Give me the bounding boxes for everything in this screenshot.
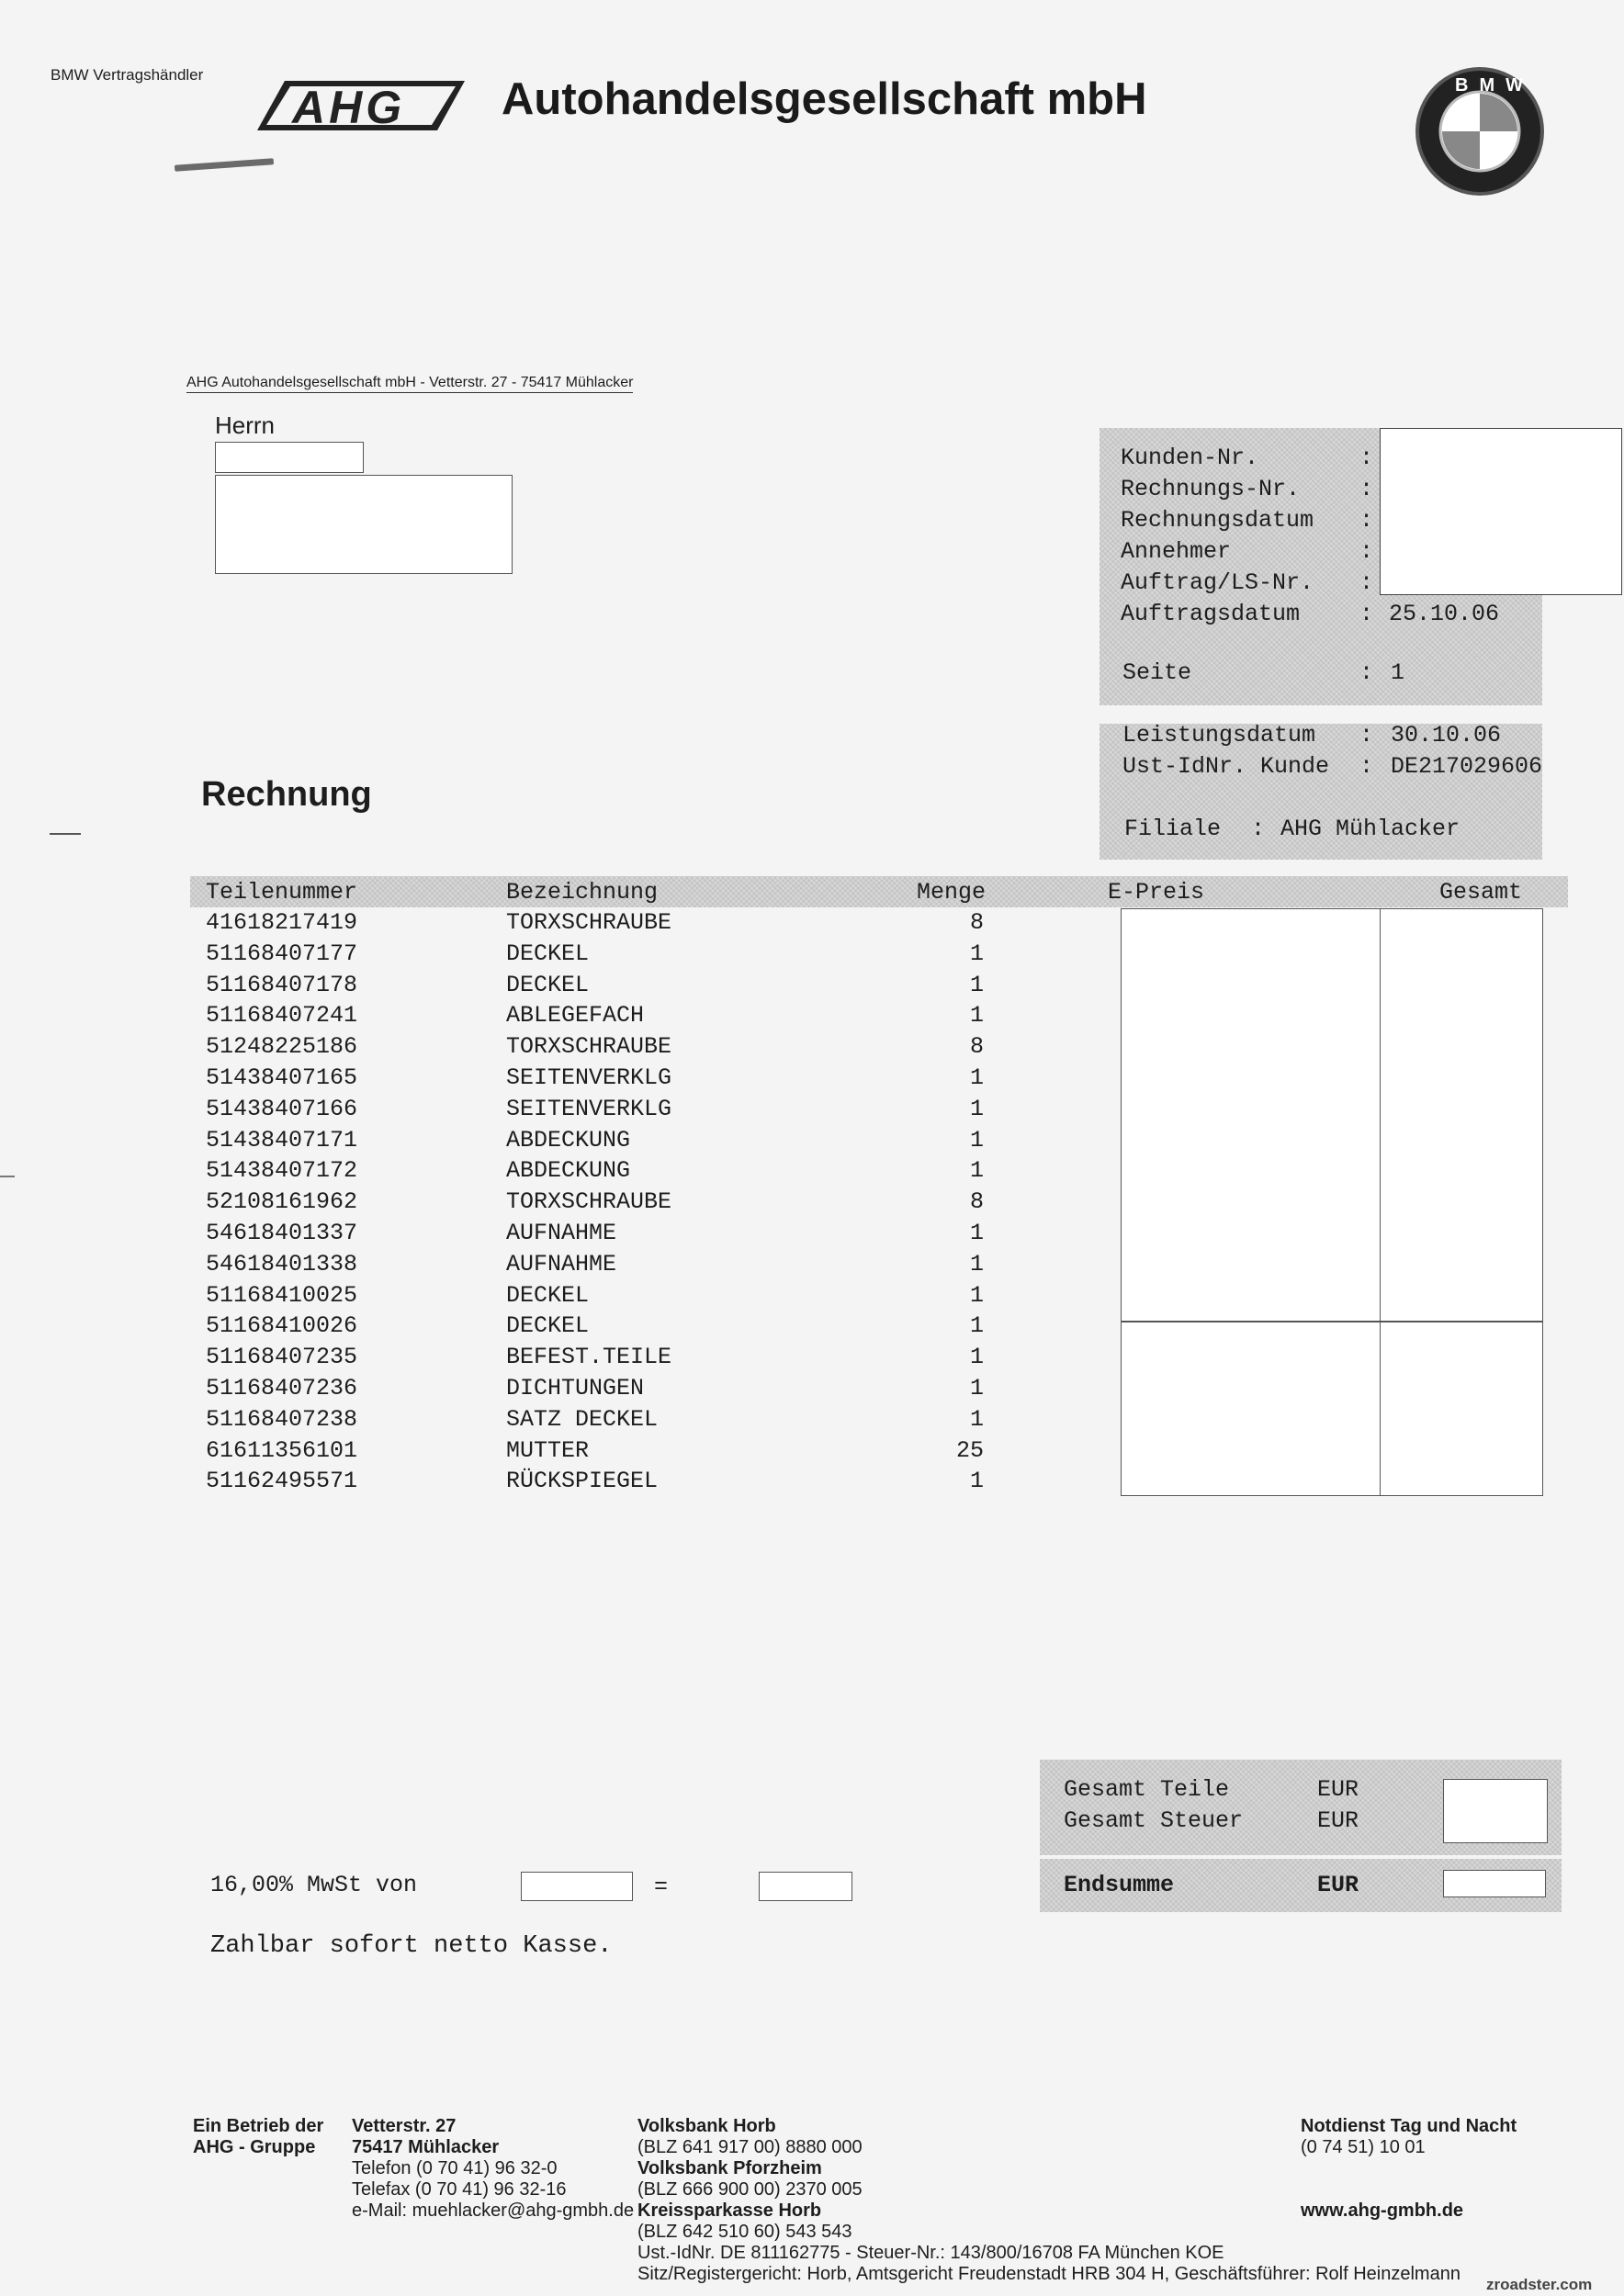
cell-menge: 1 (969, 1344, 984, 1371)
cell-teilenummer: 51168407177 (206, 940, 358, 967)
filiale-value: AHG Mühlacker (1280, 816, 1460, 842)
recipient-name-box (215, 442, 364, 473)
cell-bezeichnung: MUTTER (506, 1436, 590, 1464)
cell-menge: 1 (969, 1002, 984, 1030)
table-row (190, 1218, 1017, 1249)
totals-value-box (1443, 1779, 1548, 1843)
cell-bezeichnung: TORXSCHRAUBE (506, 909, 672, 936)
cell-bezeichnung: SATZ DECKEL (506, 1405, 659, 1433)
auftragsdatum-value: 25.10.06 (1389, 601, 1500, 627)
header-bezeichnung: Bezeichnung (506, 879, 659, 906)
table-row (190, 1094, 1017, 1125)
footer-website[interactable]: www.ahg-gmbh.de (1301, 2200, 1464, 2221)
table-row (190, 970, 1017, 1001)
gesamt-teile-label: Gesamt Teile (1064, 1776, 1230, 1803)
cell-teilenummer: 51168407178 (206, 971, 358, 998)
scan-mark (175, 158, 274, 172)
cell-menge: 8 (969, 1033, 984, 1061)
fold-mark-2 (0, 1176, 15, 1177)
table-row (190, 1000, 1017, 1031)
label-kunden-nr: Kunden-Nr. (1121, 445, 1259, 471)
footer-email: e-Mail: muehlacker@ahg-gmbh.de (352, 2200, 635, 2221)
cell-bezeichnung: AUFNAHME (506, 1220, 617, 1246)
cell-bezeichnung: ABDECKUNG (506, 1126, 631, 1154)
dealer-label: BMW Vertragshändler (51, 66, 204, 84)
footer-address (352, 2116, 634, 2222)
gesamt-box (1380, 908, 1543, 1496)
cell-menge: 1 (969, 1405, 984, 1433)
doc-title: Rechnung (201, 775, 372, 814)
table-header (190, 876, 1568, 907)
cell-menge: 25 (955, 1436, 984, 1464)
info-redacted-box (1380, 428, 1622, 595)
header-menge: Menge (917, 879, 987, 906)
mwst-label: 16,00% MwSt von (210, 1872, 418, 1898)
table-row (190, 1342, 1017, 1373)
cell-bezeichnung: DICHTUNGEN (506, 1375, 645, 1401)
watermark: zroadster.com (1486, 2276, 1593, 2293)
sender-line: AHG Autohandelsgesellschaft mbH - Vetterstr. 27 - 75417 Mühlacker (186, 375, 633, 393)
cell-teilenummer: 51248225186 (206, 1033, 358, 1061)
table-row (190, 1435, 1017, 1467)
cell-bezeichnung: DECKEL (506, 1281, 590, 1309)
cell-teilenummer: 51168410025 (206, 1281, 358, 1309)
label-rechnungsdatum: Rechnungsdatum (1121, 507, 1314, 534)
cell-teilenummer: 51438407165 (206, 1064, 358, 1091)
table-row (190, 1187, 1017, 1218)
bmw-logo-letters: BMW (1455, 75, 1534, 96)
cell-menge: 1 (969, 971, 984, 998)
cell-bezeichnung: ABLEGEFACH (506, 1002, 645, 1030)
cell-bezeichnung: AUFNAHME (506, 1250, 617, 1277)
table-row (190, 907, 1017, 939)
bank-1-account: (BLZ 641 917 00) 8880 000 (637, 2137, 863, 2157)
cell-teilenummer: 51168407236 (206, 1375, 358, 1401)
table-row (190, 1311, 1017, 1342)
cell-menge: 1 (969, 1157, 984, 1185)
payment-terms: Zahlbar sofort netto Kasse. (210, 1932, 613, 1960)
endsumme-label: Endsumme (1064, 1872, 1175, 1898)
cell-menge: 1 (969, 940, 984, 967)
bank-1-name: Volksbank Horb (637, 2116, 776, 2136)
bmw-logo (1415, 66, 1545, 197)
seite-colon: : (1359, 659, 1374, 686)
cell-bezeichnung: TORXSCHRAUBE (506, 1033, 672, 1061)
bank-2-account: (BLZ 666 900 00) 2370 005 (637, 2179, 863, 2200)
table-row (190, 1031, 1017, 1063)
gesamt-steuer-currency: EUR (1317, 1807, 1359, 1834)
cell-bezeichnung: BEFEST.TEILE (506, 1344, 672, 1371)
mwst-amount-box (759, 1872, 852, 1901)
cell-teilenummer: 51162495571 (206, 1468, 358, 1495)
footer-phone: Telefon (0 70 41) 96 32-0 (352, 2158, 558, 2178)
cell-teilenummer: 51168410026 (206, 1312, 358, 1340)
cell-teilenummer: 41618217419 (206, 909, 358, 936)
notdienst-title: Notdienst Tag und Nacht (1301, 2116, 1517, 2136)
cell-menge: 8 (969, 909, 984, 936)
cell-menge: 1 (969, 1095, 984, 1122)
footer-notdienst (1301, 2116, 1517, 2158)
cell-menge: 8 (969, 1188, 984, 1216)
cell-menge: 1 (969, 1468, 984, 1495)
footer-street: Vetterstr. 27 (352, 2116, 457, 2136)
label-annehmer: Annehmer (1121, 538, 1232, 565)
table-row (190, 1063, 1017, 1094)
cell-bezeichnung: SEITENVERKLG (506, 1064, 672, 1091)
ahg-logo (248, 75, 465, 136)
cell-teilenummer: 51168407241 (206, 1002, 358, 1030)
ahg-logo-text: AHG (292, 82, 406, 133)
footer-fax: Telefax (0 70 41) 96 32-16 (352, 2179, 567, 2200)
seite-value: 1 (1391, 659, 1405, 686)
recipient-salutation: Herrn (215, 411, 276, 439)
header-e-preis: E-Preis (1108, 879, 1205, 906)
leistungsdatum-value: 30.10.06 (1391, 722, 1502, 748)
cell-bezeichnung: DECKEL (506, 1312, 590, 1340)
footer-group-line-2: AHG - Gruppe (193, 2137, 316, 2157)
footer-group-line-1: Ein Betrieb der (193, 2116, 324, 2136)
ustid-value: DE217029606 (1391, 753, 1543, 780)
company-name: Autohandelsgesellschaft mbH (502, 74, 1147, 124)
cell-teilenummer: 51438407171 (206, 1126, 358, 1154)
footer-city: 75417 Mühlacker (352, 2137, 500, 2157)
cell-teilenummer: 51438407166 (206, 1095, 358, 1122)
table-row (190, 939, 1017, 970)
cell-menge: 1 (969, 1375, 984, 1401)
cell-teilenummer: 51168407238 (206, 1405, 358, 1433)
e-preis-box (1121, 908, 1382, 1496)
notdienst-phone: (0 74 51) 10 01 (1301, 2137, 1426, 2157)
cell-menge: 1 (969, 1250, 984, 1277)
filiale-label: Filiale (1124, 816, 1222, 842)
cell-bezeichnung: TORXSCHRAUBE (506, 1188, 672, 1216)
fold-mark-1 (50, 833, 81, 835)
table-row (190, 1155, 1017, 1187)
header-teilenummer: Teilenummer (206, 879, 358, 906)
bank-3-name: Kreissparkasse Horb (637, 2200, 822, 2221)
seite-label: Seite (1122, 659, 1192, 686)
label-rechnungs-nr: Rechnungs-Nr. (1121, 476, 1301, 502)
table-body (190, 907, 1017, 1514)
cell-teilenummer: 61611356101 (206, 1436, 358, 1464)
table-row (190, 1373, 1017, 1404)
header-gesamt: Gesamt (1439, 879, 1523, 906)
gesamt-steuer-label: Gesamt Steuer (1064, 1807, 1244, 1834)
leistungsdatum-label: Leistungsdatum (1122, 722, 1316, 748)
cell-bezeichnung: RÜCKSPIEGEL (506, 1468, 659, 1495)
footer-group (193, 2116, 323, 2158)
legal-line-1: Ust.-IdNr. DE 811162775 - Steuer-Nr.: 143/800/16708 FA München KOE (637, 2243, 1224, 2263)
cell-bezeichnung: DECKEL (506, 971, 590, 998)
table-row (190, 1249, 1017, 1280)
cell-bezeichnung: SEITENVERKLG (506, 1095, 672, 1122)
cell-teilenummer: 51438407172 (206, 1157, 358, 1185)
table-row (190, 1280, 1017, 1311)
legal-line-2: Sitz/Registergericht: Horb, Amtsgericht Freudenstadt HRB 304 H, Geschäftsführer: Rolf Heinzelmann (637, 2264, 1460, 2284)
bank-2-name: Volksbank Pforzheim (637, 2158, 822, 2178)
mwst-equals: = (654, 1874, 669, 1900)
cell-menge: 1 (969, 1064, 984, 1091)
cell-bezeichnung: ABDECKUNG (506, 1157, 631, 1185)
label-auftrag-ls-nr: Auftrag/LS-Nr. (1121, 569, 1314, 596)
endsumme-currency: EUR (1317, 1872, 1359, 1898)
gesamt-teile-currency: EUR (1317, 1776, 1359, 1803)
label-auftragsdatum: Auftragsdatum (1121, 601, 1301, 627)
cell-menge: 1 (969, 1281, 984, 1309)
cell-teilenummer: 52108161962 (206, 1188, 358, 1216)
cell-bezeichnung: DECKEL (506, 940, 590, 967)
cell-teilenummer: 54618401338 (206, 1250, 358, 1277)
cell-teilenummer: 51168407235 (206, 1344, 358, 1371)
mwst-base-box (521, 1872, 633, 1901)
cell-menge: 1 (969, 1126, 984, 1154)
table-row (190, 1466, 1017, 1497)
recipient-address-box (215, 475, 513, 574)
bank-3-account: (BLZ 642 510 60) 543 543 (637, 2222, 852, 2242)
filiale-colon: : (1251, 816, 1266, 842)
cell-teilenummer: 54618401337 (206, 1220, 358, 1246)
price-box-divider (1121, 1321, 1543, 1322)
cell-menge: 1 (969, 1312, 984, 1340)
info-colons: : : : : : : (1359, 445, 1374, 627)
info-labels (1121, 443, 1314, 630)
table-row (190, 1125, 1017, 1156)
endsumme-value-box (1443, 1870, 1546, 1897)
table-row (190, 1404, 1017, 1435)
cell-menge: 1 (969, 1220, 984, 1246)
ustid-label: Ust-IdNr. Kunde (1122, 753, 1330, 780)
ustid-colon: : (1359, 753, 1374, 780)
leistungsdatum-colon: : (1359, 722, 1374, 748)
